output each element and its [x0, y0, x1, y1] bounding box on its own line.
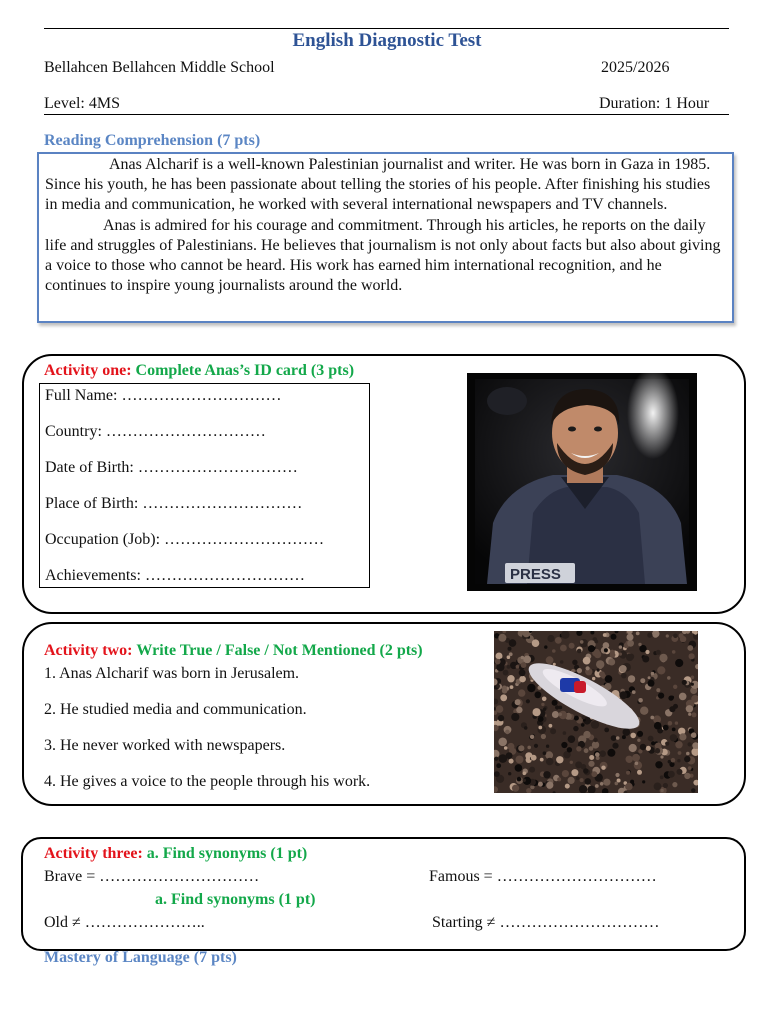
synonym-brave: Brave = ………………………… — [44, 868, 260, 885]
school-name: Bellahcen Bellahcen Middle School — [44, 59, 275, 76]
activity-one-instruction: Complete Anas’s ID card (3 pts) — [135, 362, 355, 379]
antonym-old: Old ≠ ………………….. — [44, 914, 205, 931]
activity-two-title — [44, 641, 423, 661]
id-field-place-of-birth: Place of Birth: ………………………… — [45, 495, 303, 512]
press-vest-text: PRESS — [510, 566, 561, 583]
activity-three-label: Activity three: — [44, 845, 143, 862]
journalist-portrait-illustration — [467, 373, 697, 591]
statement-2: 2. He studied media and communication. — [44, 701, 307, 718]
activity-three-title — [44, 844, 307, 864]
crowd-funeral-photo — [494, 631, 698, 793]
activity-one-label: Activity one: — [44, 362, 132, 379]
school-year: 2025/2026 — [601, 59, 670, 76]
crowd-illustration — [494, 631, 698, 793]
activity-two-instruction: Write True / False / Not Mentioned (2 pts) — [136, 642, 423, 659]
id-field-date-of-birth: Date of Birth: ………………………… — [45, 459, 298, 476]
antonym-starting: Starting ≠ ………………………… — [432, 914, 660, 931]
synonym-famous: Famous = ………………………… — [429, 868, 657, 885]
journalist-photo — [467, 373, 697, 591]
page-title: English Diagnostic Test — [292, 30, 482, 51]
header-bottom-rule — [44, 114, 729, 115]
mastery-heading: Mastery of Language (7 pts) — [44, 949, 237, 966]
id-field-achievements: Achievements: ………………………… — [45, 567, 305, 584]
reading-passage — [37, 152, 734, 323]
statement-4: 4. He gives a voice to the people through his work. — [44, 773, 371, 790]
activity-two-label: Activity two: — [44, 642, 133, 659]
header-top-rule — [44, 28, 729, 29]
id-field-country: Country: ………………………… — [45, 423, 266, 440]
id-card — [39, 383, 370, 588]
passage-paragraph-1: Anas Alcharif is a well-known Palestinian journalist and writer. He was born in Gaza in 1985. Since his youth, he has been passionate about telling the stories of his people. After finishing his studies in media and communication, he worked with several international newspapers and TV channels. — [45, 156, 711, 214]
id-field-occupation: Occupation (Job): ………………………… — [45, 531, 325, 548]
reading-heading: Reading Comprehension (7 pts) — [44, 132, 261, 149]
statement-1: 1. Anas Alcharif was born in Jerusalem. — [44, 665, 300, 682]
statement-3: 3. He never worked with newspapers. — [44, 737, 286, 754]
activity-three-instruction-b: a. Find synonyms (1 pt) — [155, 891, 316, 908]
level-label: Level: 4MS — [44, 95, 120, 112]
activity-three-instruction-a: a. Find synonyms (1 pt) — [146, 845, 308, 862]
activity-one-title — [44, 361, 354, 381]
id-field-full-name: Full Name: ………………………… — [45, 387, 282, 404]
passage-paragraph-2: Anas is admired for his courage and commitment. Through his articles, he reports on the daily life and struggles of Palestinians. He believes that journalism is not only about facts but also about giving a voice to those who cannot be heard. His work has earned him international recognition, and he continues to inspire young journalists around the world. — [45, 216, 721, 295]
duration-label: Duration: 1 Hour — [599, 95, 710, 112]
